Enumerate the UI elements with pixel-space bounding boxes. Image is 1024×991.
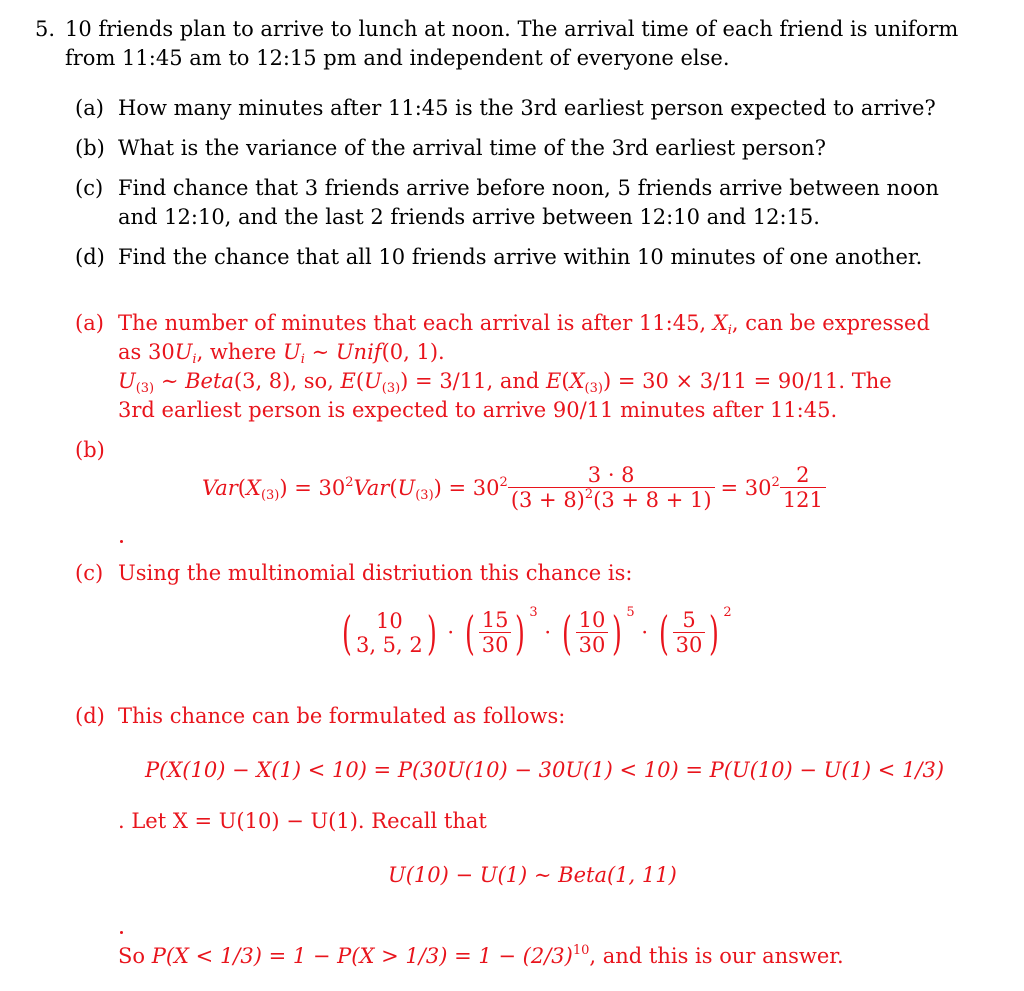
question-c-label: (c) [75,176,104,200]
answer-d-final-line: So $P(X < 1/3) = 1 - P(X > 1/3) = 1 - (2/3)^{10}$, and this is our answer. [118,943,844,968]
question-a-text: How many minutes after 11:45 is the 3rd earliest person expected to arrive? [118,96,936,120]
problem-line-1: 10 friends plan to arrive to lunch at noon. The arrival time of each friend is uniform [65,17,959,41]
answer-c-text: Using the multinomial distriution this chance is: [118,561,633,585]
problem-number: 5. [35,17,56,41]
answer-b-label: (b) [75,438,105,462]
variance-fraction: $\frac{3 \cdot 8}{(3 + 8)^2(3 + 8 + 1)}$ [508,463,715,512]
stray-period-2 [120,931,123,934]
question-d-text: Find the chance that all 10 friends arrive within 10 minutes of one another. [118,245,923,269]
question-b-text: What is the variance of the arrival time of the 3rd earliest person? [118,136,826,160]
answer-d-equation: P(X(10) − X(1) < 10) = P(30U(10) − 30U(1) < 10) = P(U(10) − U(1) < 1/3) [145,758,945,782]
answer-d-text: This chance can be formulated as follows: [118,704,566,728]
question-c-text-1: Find chance that 3 friends arrive before noon, 5 friends arrive between noon [118,176,939,200]
answer-b-equation: $Var(X_{(3)}) = 30^2Var(U_{(3)}) = 30^2$ $\frac{3 \cdot 8}{(3 + 8)^2(3 + 8 + 1)}$ = $30^2$ $\frac{2}{121}$ [202,463,826,512]
question-b-label: (b) [75,136,105,160]
answer-d-label: (d) [75,704,105,728]
answer-c-label: (c) [75,561,104,585]
question-a-label: (a) [75,96,104,120]
question-c-text-2: and 12:10, and the last 2 friends arrive between 12:10 and 12:15. [118,205,820,229]
answer-d-let-line: . Let X = U(10) − U(1). Recall that [118,809,487,833]
stray-period [120,540,123,543]
multinomial-expression: ( 10 3, 5, 2 ) · ( $\frac{15}{30}$ ) $^3$ · ( $\frac{10}{30}$ ) $^5$ · ( $\frac{5}{30}$ ) $^2$ [342,605,732,660]
answer-a-label: (a) [75,311,104,335]
answer-a-line-2: as $30U_i$, where $U_i$ ∼ Unif(0, 1). [118,340,445,367]
answer-a-line-3: $U_{(3)}$ ∼ Beta(3, 8), so, $E(U_{(3)}) = 3/11$, and $E(X_{(3)}) = 30 \times 3/11 = 90/11$. The [118,369,892,396]
answer-a-line-1: The number of minutes that each arrival is after 11:45, $X_i$, can be expressed [118,311,930,338]
answer-a-line-4: 3rd earliest person is expected to arrive 90/11 minutes after 11:45. [118,398,838,422]
variance-result-fraction: $\frac{2}{121}$ [780,463,826,512]
problem-line-2: from 11:45 am to 12:15 pm and independent of everyone else. [65,46,730,70]
question-d-label: (d) [75,245,105,269]
answer-d-beta-line: U(10) − U(1) ∼ Beta(1, 11) [388,863,677,887]
